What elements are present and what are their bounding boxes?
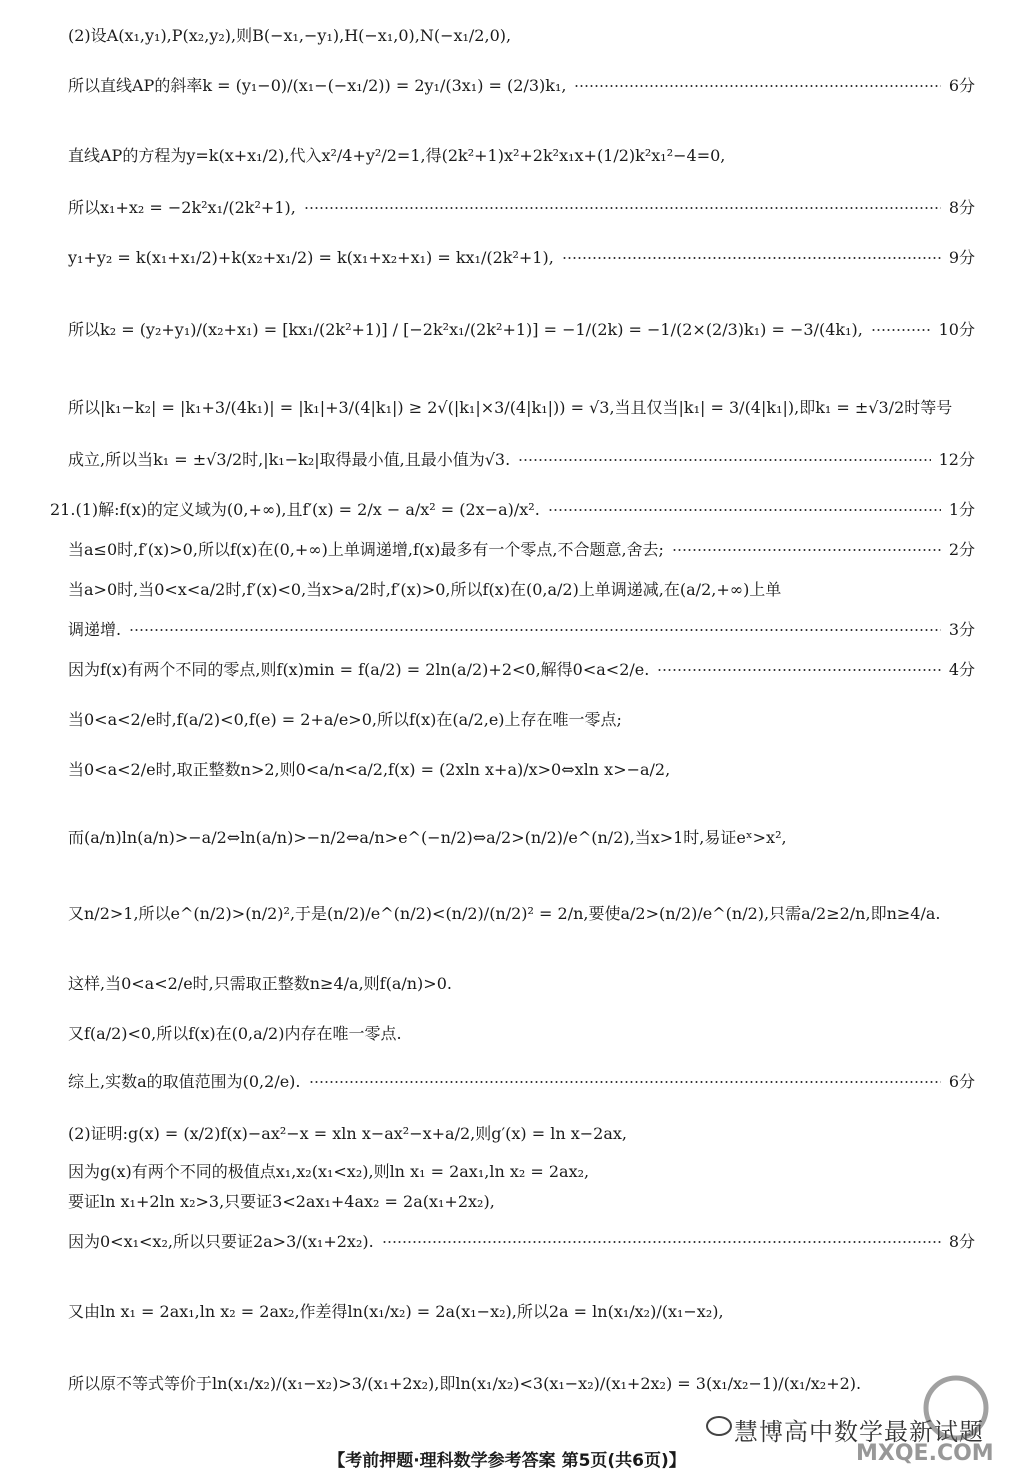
line-text: 又由ln x₁ = 2ax₁,ln x₂ = 2ax₂,作差得ln(x₁/x₂) = 2a(x₁−x₂),所以2a = ln(x₁/x₂)/(x₁−x₂),: [68, 1302, 724, 1321]
dot-leader: [382, 1241, 941, 1243]
line-text: 要证ln x₁+2ln x₂>3,只要证3<2ax₁+4ax₂ = 2a(x₁+2x₂),: [68, 1192, 495, 1211]
page-footer: 【考前押题·理科数学参考答案 第5页(共6页)】: [328, 1451, 686, 1471]
line-text: 综上,实数a的取值范围为(0,2/e).: [68, 1072, 301, 1091]
line-text: 因为0<x₁<x₂,所以只要证2a>3/(x₁+2x₂).: [68, 1232, 374, 1251]
line-text: 所以原不等式等价于ln(x₁/x₂)/(x₁−x₂)>3/(x₁+2x₂),即ln(x₁/x₂)<3(x₁−x₂)/(x₁+2x₂) = 3(x₁/x₂−1)/(x₁/x₂+2).: [68, 1374, 862, 1393]
line-text: 直线AP的方程为y=k(x+x₁/2),代入x²/4+y²/2=1,得(2k²+1)x²+2k²x₁x+(1/2)k²x₁²−4=0,: [68, 146, 726, 165]
answer-line: [68, 76, 975, 96]
answer-line: [68, 828, 975, 848]
score-label: 1分: [948, 500, 975, 519]
line-text: 当a>0时,当0<x<a/2时,f′(x)<0,当x>a/2时,f′(x)>0,所以f(x)在(0,a/2)上单调递减,在(a/2,+∞)上单: [68, 580, 782, 599]
answer-line: [68, 1232, 975, 1252]
dot-leader: [574, 85, 940, 87]
dot-leader: [871, 329, 931, 331]
answer-line: [68, 1302, 975, 1322]
answer-line: [68, 760, 975, 780]
score-label: 3分: [948, 620, 975, 639]
answer-line: [50, 500, 975, 520]
answer-line: [68, 320, 975, 340]
watermark-text: 慧博高中数学最新试题: [734, 1418, 984, 1446]
score-label: 8分: [948, 1232, 975, 1251]
score-label: 9分: [948, 248, 975, 267]
answer-line: [68, 248, 975, 268]
line-text: 调递增.: [68, 620, 122, 639]
dot-leader: [309, 1081, 941, 1083]
score-label: 2分: [948, 540, 975, 559]
score-label: 4分: [948, 660, 975, 679]
line-text: 当0<a<2/e时,取正整数n>2,则0<a/n<a/2,f(x) = (2xln x+a)/x>0⇔xln x>−a/2,: [68, 760, 671, 779]
line-text: 又n/2>1,所以e^(n/2)>(n/2)²,于是(n/2)/e^(n/2)<(n/2)/(n/2)² = 2/n,要使a/2>(n/2)/e^(n/2),只需a/2≥2/n,即n≥4/a.: [68, 904, 941, 923]
line-text: (2)设A(x₁,y₁),P(x₂,y₂),则B(−x₁,−y₁),H(−x₁,0),N(−x₁/2,0),: [68, 26, 512, 45]
answer-line: [68, 1162, 975, 1182]
line-text: 因为g(x)有两个不同的极值点x₁,x₂(x₁<x₂),则ln x₁ = 2ax₁,ln x₂ = 2ax₂,: [68, 1162, 590, 1181]
answer-line: [68, 710, 975, 730]
line-text: 所以直线AP的斜率k = (y₁−0)/(x₁−(−x₁/2)) = 2y₁/(3x₁) = (2/3)k₁,: [68, 76, 567, 95]
score-label: 6分: [948, 1072, 975, 1091]
dot-leader: [548, 509, 941, 511]
line-text: 21.(1)解:f(x)的定义域为(0,+∞),且f′(x) = 2/x − a/x² = (2x−a)/x².: [50, 500, 540, 519]
dot-leader: [657, 669, 940, 671]
line-text: 成立,所以当k₁ = ±√3/2时,|k₁−k₂|取得最小值,且最小值为√3.: [68, 450, 511, 469]
answer-line: [68, 620, 975, 640]
answer-line: [68, 904, 975, 924]
line-text: 所以x₁+x₂ = −2k²x₁/(2k²+1),: [68, 198, 296, 217]
line-text: 当a≤0时,f′(x)>0,所以f(x)在(0,+∞)上单调递增,f(x)最多有一个零点,不合题意,舍去;: [68, 540, 664, 559]
score-label: 6分: [948, 76, 975, 95]
answer-line: [68, 974, 975, 994]
line-text: 当0<a<2/e时,f(a/2)<0,f(e) = 2+a/e>0,所以f(x)在(a/2,e)上存在唯一零点;: [68, 710, 622, 729]
score-label: 12分: [938, 450, 975, 469]
score-label: 8分: [948, 198, 975, 217]
answer-line: [68, 1072, 975, 1092]
answer-line: [68, 398, 975, 418]
answer-line: [68, 660, 975, 680]
wechat-icon: [706, 1416, 732, 1436]
answer-line: [68, 540, 975, 560]
answer-line: [68, 580, 975, 600]
line-text: 所以k₂ = (y₂+y₁)/(x₂+x₁) = [kx₁/(2k²+1)] / [−2k²x₁/(2k²+1)] = −1/(2k) = −1/(2×(2/3)k₁) = −3/(4k₁),: [68, 320, 863, 339]
dot-leader: [304, 207, 941, 209]
score-label: 10分: [938, 320, 975, 339]
dot-leader: [672, 549, 941, 551]
answer-line: [68, 1192, 975, 1212]
dot-leader: [562, 257, 941, 259]
dot-leader: [518, 459, 930, 461]
answer-line: [68, 146, 975, 166]
line-text: (2)证明:g(x) = (x/2)f(x)−ax²−x = xln x−ax²−x+a/2,则g′(x) = ln x−2ax,: [68, 1124, 627, 1143]
line-text: 所以|k₁−k₂| = |k₁+3/(4k₁)| = |k₁|+3/(4|k₁|) ≥ 2√(|k₁|×3/(4|k₁|)) = √3,当且仅当|k₁| = 3/(4|k₁|),即k₁ = ±√3/2时等号: [68, 398, 953, 417]
answer-line: [68, 198, 975, 218]
line-text: 而(a/n)ln(a/n)>−a/2⇔ln(a/n)>−n/2⇔a/n>e^(−n/2)⇔a/2>(n/2)/e^(n/2),当x>1时,易证eˣ>x²,: [68, 828, 787, 847]
svg-text:MXQE.COM: MXQE.COM: [856, 1441, 994, 1466]
answer-line: [68, 1124, 975, 1144]
line-text: y₁+y₂ = k(x₁+x₁/2)+k(x₂+x₁/2) = k(x₁+x₂+x₁) = kx₁/(2k²+1),: [68, 248, 554, 267]
line-text: 这样,当0<a<2/e时,只需取正整数n≥4/a,则f(a/n)>0.: [68, 974, 452, 993]
answer-line: [68, 26, 975, 46]
answer-line: [68, 450, 975, 470]
answer-line: [68, 1024, 975, 1044]
line-text: 因为f(x)有两个不同的零点,则f(x)min = f(a/2) = 2ln(a/2)+2<0,解得0<a<2/e.: [68, 660, 650, 679]
dot-leader: [129, 629, 941, 631]
line-text: 又f(a/2)<0,所以f(x)在(0,a/2)内存在唯一零点.: [68, 1024, 402, 1043]
